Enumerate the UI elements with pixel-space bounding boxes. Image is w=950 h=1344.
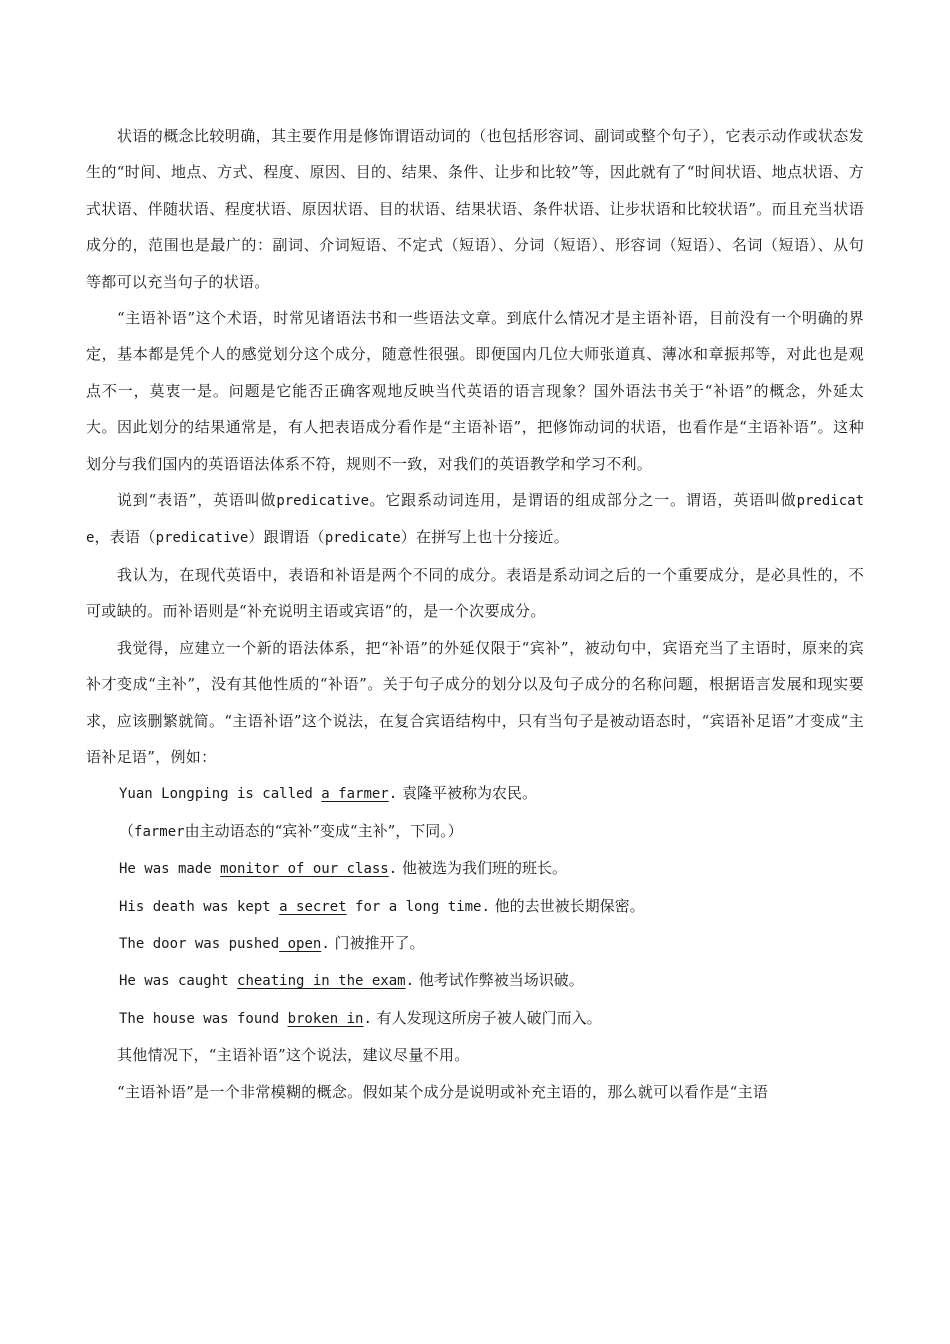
example-sentence: [86, 888, 864, 925]
example-sentence: [86, 1000, 864, 1037]
text-segment: ）在拼写上也十分接近。: [400, 528, 570, 547]
paragraph-proposal: 我觉得，应建立一个新的语法体系，把“补语”的外延仅限于“宾补”，被动句中，宾语充当了主语时，原来的宾补才变成“主补”，没有其他性质的“补语”。关于句子成分的划分以及句子成分的名称问题，根据语言发展和现实要求，应该删繁就简。“主语补语”这个说法，在复合宾语结构中，只有当句子是被动语态时，“宾语补足语”才变成“主语补足语”，例如：: [86, 638, 864, 766]
paragraph-opinion: 我认为，在现代英语中，表语和补语是两个不同的成分。表语是系动词之后的一个重要成分，是必具性的，不可或缺的。而补语则是“补充说明主语或宾语”的，是一个次要成分。: [86, 565, 864, 621]
term-predicative: predicative: [276, 493, 370, 510]
example-complement: open: [279, 935, 322, 952]
example-complement: broken in: [287, 1010, 364, 1027]
example-english: He was caught: [119, 973, 238, 990]
example-english: His death was kept: [119, 898, 280, 915]
paragraph-predicative: [86, 482, 864, 557]
example-english: .: [321, 935, 330, 952]
paragraph-concept: “主语补语”是一个非常模糊的概念。假如某个成分是说明或补充主语的，那么就可以看作是“主语: [117, 1082, 769, 1101]
example-sentence: [86, 850, 864, 887]
example-translation: 袁隆平被称为农民。: [397, 784, 537, 803]
term-predicate: predicate: [324, 530, 401, 547]
example-sentence: [86, 775, 864, 812]
example-sentence: [86, 962, 864, 999]
example-english: He was made: [119, 861, 221, 878]
example-complement: monitor of our class: [220, 861, 389, 878]
example-english: The door was pushed: [119, 935, 280, 952]
example-translation: 他的去世被长期保密。: [489, 896, 645, 915]
example-english: .: [388, 861, 398, 878]
example-translation: 有人发现这所房子被人破门而入。: [371, 1008, 602, 1027]
example-sentence: [86, 925, 864, 962]
example-english: .: [363, 1010, 372, 1027]
example-translation: 他被选为我们班的班长。: [397, 859, 567, 878]
text-segment: 。它跟系动词连用，是谓语的组成部分之一。谓语，英语叫做: [369, 491, 797, 510]
document-page: [86, 118, 864, 1110]
note-term: farmer: [134, 823, 185, 840]
example-translation: 他考试作弊被当场识破。: [414, 971, 584, 990]
example-english: The house was found: [119, 1010, 288, 1027]
term-predicate: predicate: [86, 493, 864, 547]
example-complement: a secret: [279, 898, 347, 915]
note-text: 由主动语态的“宾补”变成“主补”，下同。）: [184, 821, 463, 840]
paragraph-recommendation: 其他情况下，“主语补语”这个说法，建议尽量不用。: [117, 1046, 470, 1065]
example-english: Yuan Longping is called: [119, 786, 322, 803]
example-note: [86, 813, 864, 850]
example-complement: cheating in the exam: [237, 973, 406, 990]
paragraph-adverbial: 状语的概念比较明确，其主要作用是修饰谓语动词的（也包括形容词、副词或整个句子），它表示动作或状态发生的“时间、地点、方式、程度、原因、目的、结果、条件、让步和比较”等，因此就有了“时间状语、地点状语、方式状语、伴随状语、程度状语、原因状语、目的状语、结果状语、条件状语、让步状语和比较状语”。而且充当状语成分的，范围也是最广的：副词、介词短语、不定式（短语）、分词（短语）、形容词（短语）、名词（短语）、从句等都可以充当句子的状语。: [86, 127, 864, 291]
example-english: .: [405, 973, 415, 990]
paragraph-subject-complement: “主语补语”这个术语，时常见诸语法书和一些语法文章。到底什么情况才是主语补语，目前没有一个明确的界定，基本都是凭个人的感觉划分这个成分，随意性很强。即便国内几位大师张道真、薄冰和章振邦等，对此也是观点不一，莫衷一是。问题是它能否正确客观地反映当代英语的语言现象？国外语法书关于“补语”的概念，外延太大。因此划分的结果通常是，有人把表语成分看作是“主语补语”，把修饰动词的状语，也看作是“主语补语”。这种划分与我们国内的英语语法体系不符，规则不一致，对我们的英语教学和学习不利。: [86, 309, 864, 473]
example-complement: a farmer: [321, 786, 389, 803]
term-predicative: predicative: [155, 530, 249, 547]
text-segment: 说到“表语”，英语叫做: [117, 491, 277, 510]
example-translation: 门被推开了。: [329, 933, 425, 952]
text-segment: ，表语（: [94, 528, 156, 547]
example-english: for a long time.: [346, 898, 490, 915]
text-segment: ）跟谓语（: [248, 528, 325, 547]
note-text: （: [119, 821, 135, 840]
example-english: .: [388, 786, 398, 803]
